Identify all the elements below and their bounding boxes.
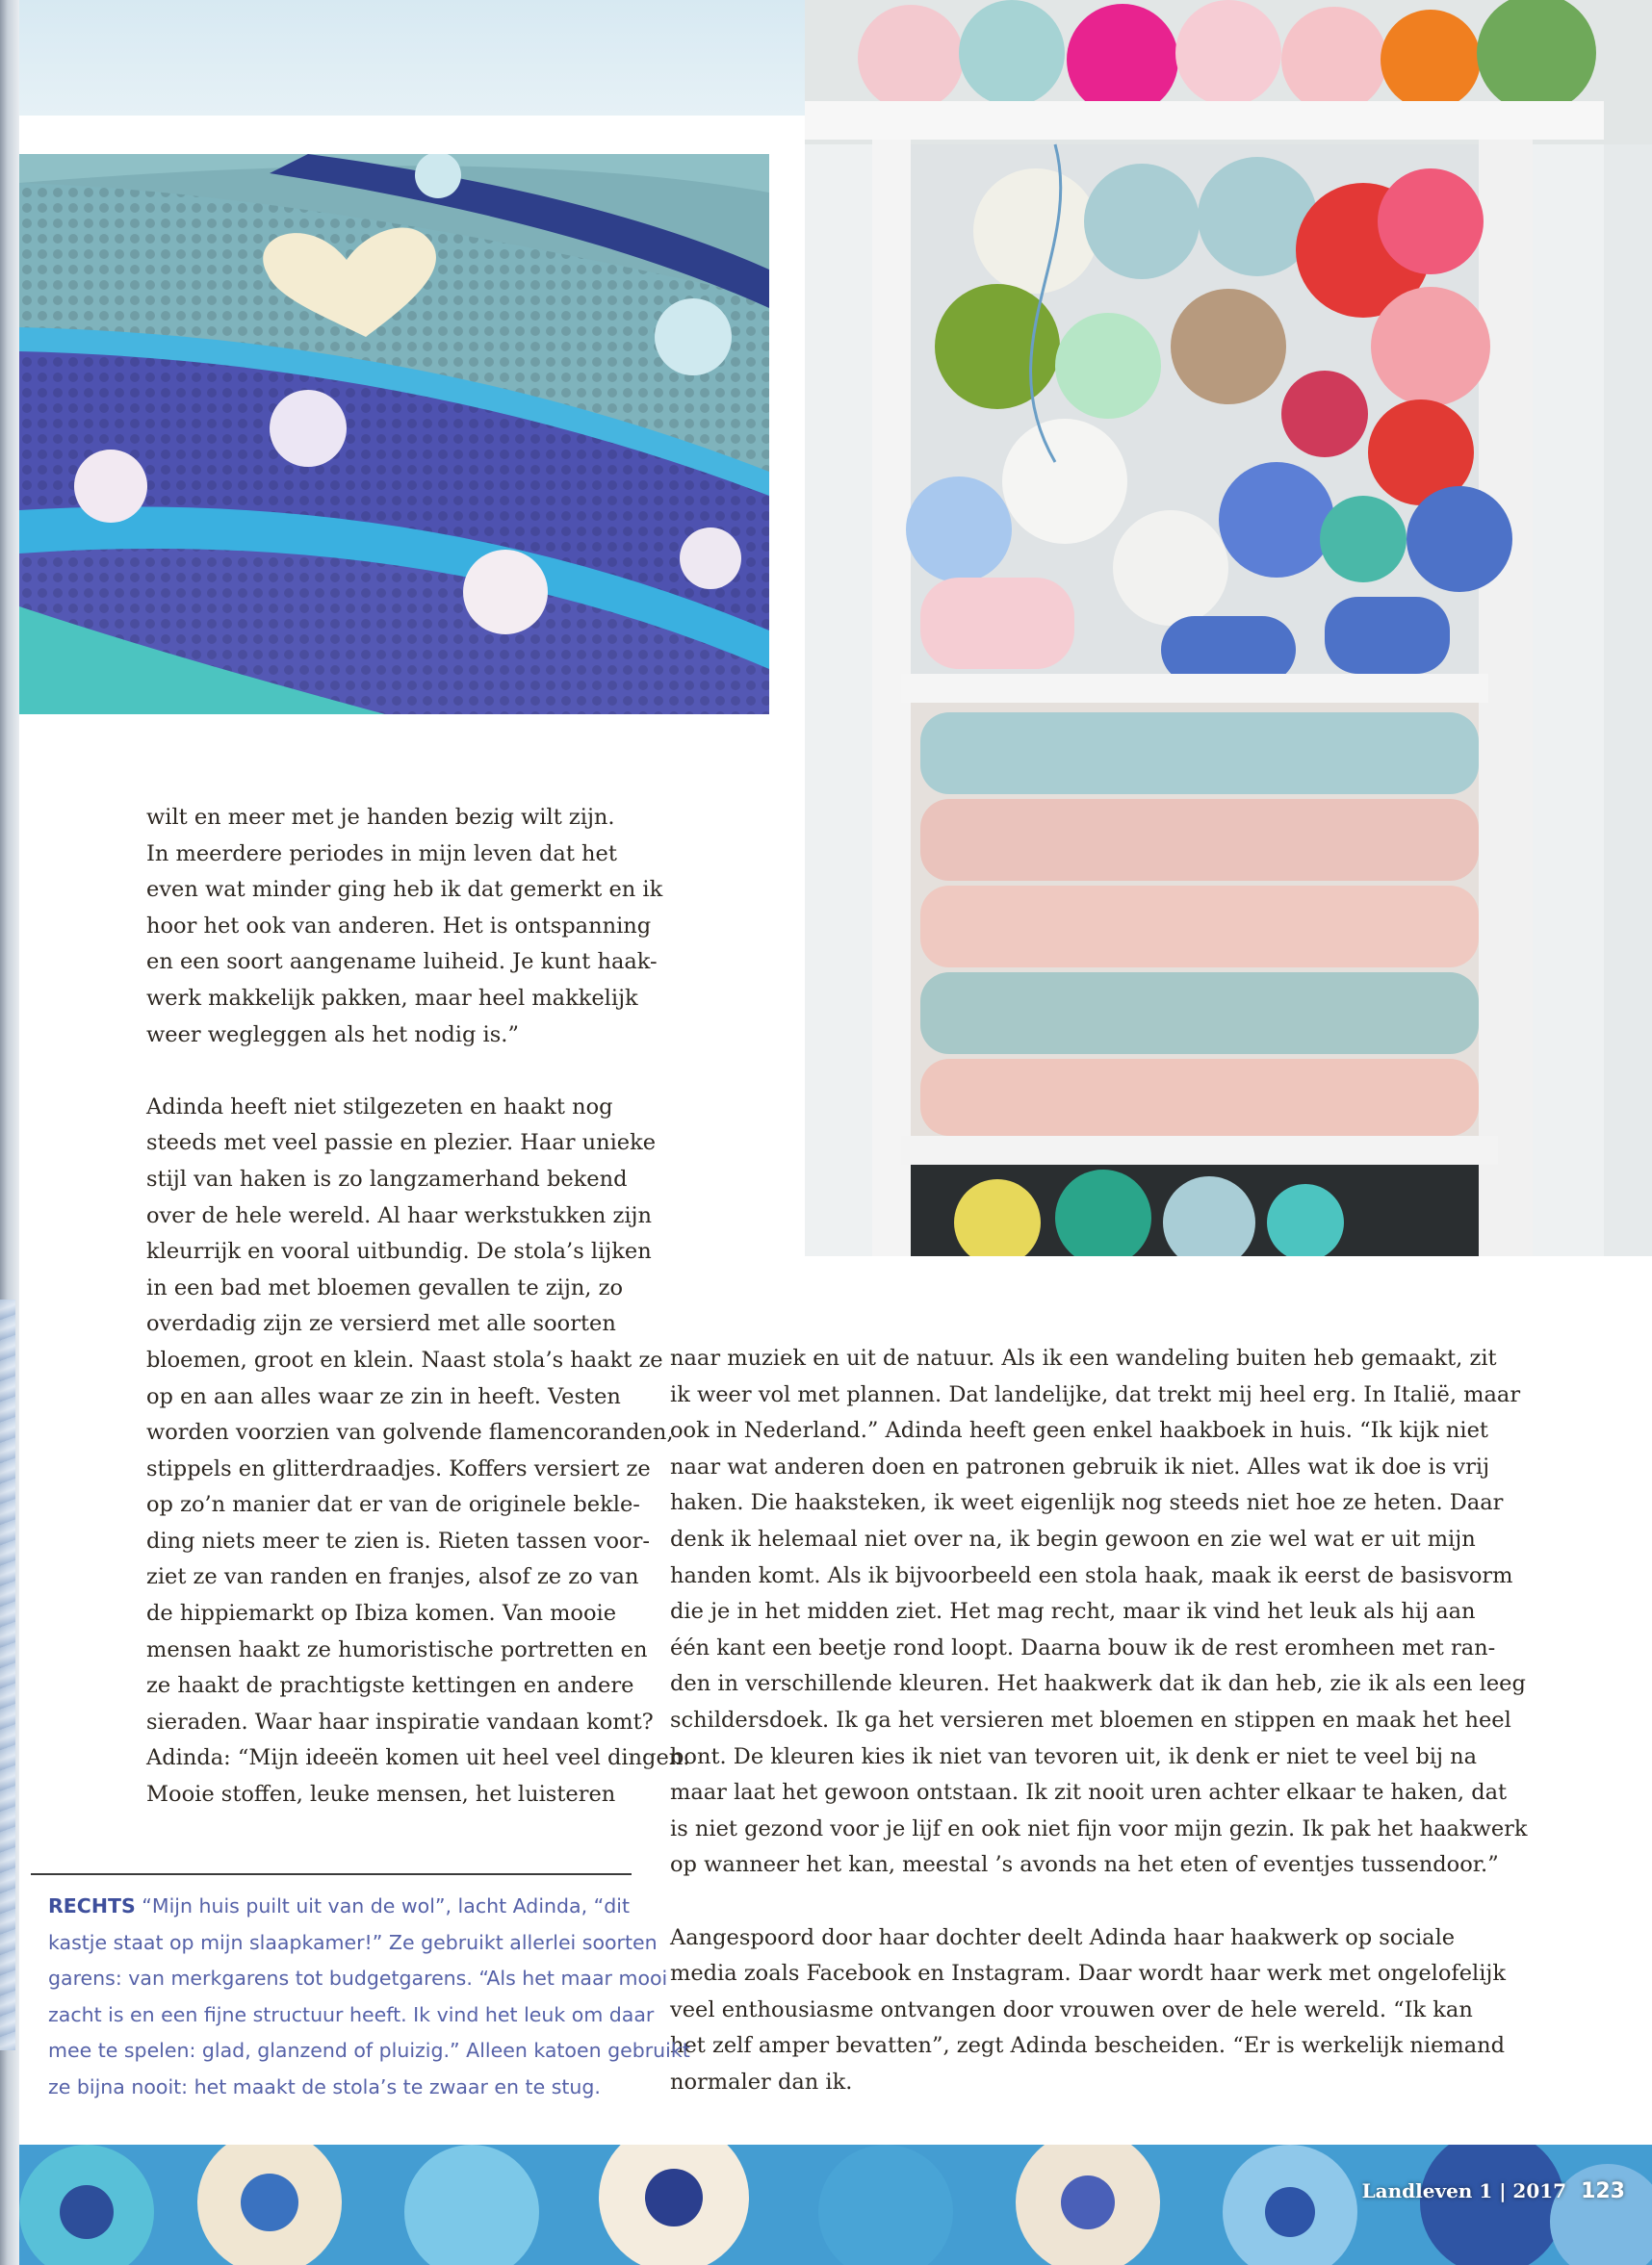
text-line: weer wegleggen als het nodig is.” (146, 1021, 519, 1047)
crochet-closeup-photo (19, 154, 769, 714)
text-line: Aangespoord door haar dochter deelt Adinda haar haakwerk op sociale (670, 1924, 1456, 1950)
text-line: het zelf amper bevatten”, zegt Adinda bescheiden. “Er is werkelijk niemand (670, 2033, 1506, 2059)
text-line: Adinda: “Mijn ideeën komen uit heel veel dingen. (146, 1745, 690, 1771)
caption-line: zacht is en een fijne structuur heeft. Ik vind het leuk om daar (48, 2002, 655, 2026)
text-line: één kant een beetje rond loopt. Daarna bouw ik de rest eromheen met ran- (670, 1634, 1496, 1660)
page-folio (1362, 2179, 1625, 2203)
photo-caption (48, 1889, 690, 2105)
text-line: schildersdoek. Ik ga het versieren met bloemen en stippen en maak het heel (670, 1707, 1511, 1733)
text-line: ik weer vol met plannen. Dat landelijke, dat trekt mij heel erg. In Italië, maar (670, 1381, 1521, 1407)
text-line: ook in Nederland.” Adinda heeft geen enkel haakboek in huis. “Ik kijk niet (670, 1418, 1488, 1444)
spine-pattern (0, 1300, 15, 2050)
caption-divider (31, 1873, 632, 1875)
text-line: ze haakt de prachtigste kettingen en andere (146, 1673, 634, 1699)
text-line: sieraden. Waar haar inspiratie vandaan komt? (146, 1709, 654, 1735)
text-line: den in verschillende kleuren. Het haakwerk dat ik dan heb, zie ik als een leeg (670, 1671, 1526, 1697)
caption-label: RECHTS (48, 1894, 136, 1918)
text-line: Mooie stoffen, leuke mensen, het luisteren (146, 1782, 616, 1808)
caption-line: garens: van merkgarens tot budgetgarens. “Als het maar mooi (48, 1967, 668, 1990)
issue-number: 1 | 2017 (1479, 2179, 1567, 2202)
bottom-crochet-strip (19, 2145, 1652, 2265)
paragraph-gap (146, 1053, 689, 1090)
article-column-left (146, 800, 689, 1814)
top-background-band (19, 0, 805, 116)
text-line: Adinda heeft niet stilgezeten en haakt nog (146, 1094, 613, 1120)
text-line: stippels en glitterdraadjes. Koffers versiert ze (146, 1455, 651, 1481)
yarn-cabinet-photo (805, 0, 1652, 1256)
text-line: naar muziek en uit de natuur. Als ik een wandeling buiten heb gemaakt, zit (670, 1346, 1497, 1371)
text-line: haken. Die haaksteken, ik weet eigenlijk nog steeds niet hoe ze heten. Daar (670, 1490, 1504, 1516)
text-line: bloemen, groot en klein. Naast stola’s haakt ze (146, 1347, 663, 1373)
text-line: kleurrijk en vooral uitbundig. De stola’s lijken (146, 1239, 652, 1265)
text-line: handen komt. Als ik bijvoorbeeld een stola haak, maak ik eerst de basisvorm (670, 1562, 1513, 1588)
article-column-right (670, 1341, 1528, 2100)
caption-first-line: “Mijn huis puilt uit van de wol”, lacht Adinda, “dit (142, 1894, 630, 1918)
text-line: In meerdere periodes in mijn leven dat het (146, 840, 617, 866)
text-line: maar laat het gewoon ontstaan. Ik zit nooit uren achter elkaar te haken, dat (670, 1780, 1508, 1806)
text-line: op wanneer het kan, meestal ’s avonds na het eten of eventjes tussendoor.” (670, 1852, 1499, 1878)
page-number: 123 (1581, 2179, 1625, 2203)
text-line: die je in het midden ziet. Het mag recht, maar ik vind het leuk als hij aan (670, 1599, 1476, 1625)
text-line: denk ik helemaal niet over na, ik begin gewoon en zie wel wat er uit mijn (670, 1526, 1476, 1552)
magazine-name: Landleven (1361, 2179, 1473, 2202)
text-line: even wat minder ging heb ik dat gemerkt en ik (146, 877, 663, 903)
text-line: en een soort aangename luiheid. Je kunt haak- (146, 949, 658, 975)
text-line: veel enthousiasme ontvangen door vrouwen over de hele wereld. “Ik kan (670, 1996, 1473, 2022)
text-line: op en aan alles waar ze zin in heeft. Vesten (146, 1383, 621, 1409)
text-line: ziet ze van randen en franjes, alsof ze zo van (146, 1564, 639, 1590)
text-line: de hippiemarkt op Ibiza komen. Van mooie (146, 1601, 617, 1627)
text-line: mensen haakt ze humoristische portretten en (146, 1636, 648, 1662)
text-line: normaler dan ik. (670, 2069, 853, 2095)
caption-line: mee te spelen: glad, glanzend of pluizig.” Alleen katoen gebruikt (48, 2039, 690, 2062)
caption-line: ze bijna nooit: het maakt de stola’s te zwaar en te stug. (48, 2074, 601, 2098)
text-line: media zoals Facebook en Instagram. Daar wordt haar werk met ongelofelijk (670, 1961, 1507, 1987)
text-line: worden voorzien van golvende flamencoranden, (146, 1420, 674, 1446)
text-line: ding niets meer te zien is. Rieten tassen voor- (146, 1528, 650, 1554)
text-line: bont. De kleuren kies ik niet van tevoren uit, ik denk er niet te veel bij na (670, 1743, 1478, 1769)
text-line: in een bad met bloemen gevallen te zijn, zo (146, 1274, 624, 1300)
caption-line (48, 1889, 635, 1925)
text-line: op zo’n manier dat er van de originele bekle- (146, 1492, 640, 1518)
caption-line: kastje staat op mijn slaapkamer!” Ze gebruikt allerlei soorten (48, 1930, 658, 1954)
text-line: is niet gezond voor je lijf en ook niet fijn voor mijn gezin. Ik pak het haakwerk (670, 1815, 1528, 1841)
text-line: overdadig zijn ze versierd met alle soorten (146, 1311, 616, 1337)
paragraph-gap (670, 1884, 1528, 1920)
text-line: steeds met veel passie en plezier. Haar unieke (146, 1130, 657, 1156)
text-line: wilt en meer met je handen bezig wilt zijn. (146, 805, 615, 830)
text-line: werk makkelijk pakken, maar heel makkelijk (146, 985, 638, 1011)
text-line: over de hele wereld. Al haar werkstukken zijn (146, 1202, 652, 1228)
text-line: naar wat anderen doen en patronen gebruik ik niet. Alles wat ik doe is vrij (670, 1454, 1490, 1480)
text-line: stijl van haken is zo langzamerhand bekend (146, 1166, 628, 1192)
text-line: hoor het ook van anderen. Het is ontspanning (146, 913, 652, 939)
